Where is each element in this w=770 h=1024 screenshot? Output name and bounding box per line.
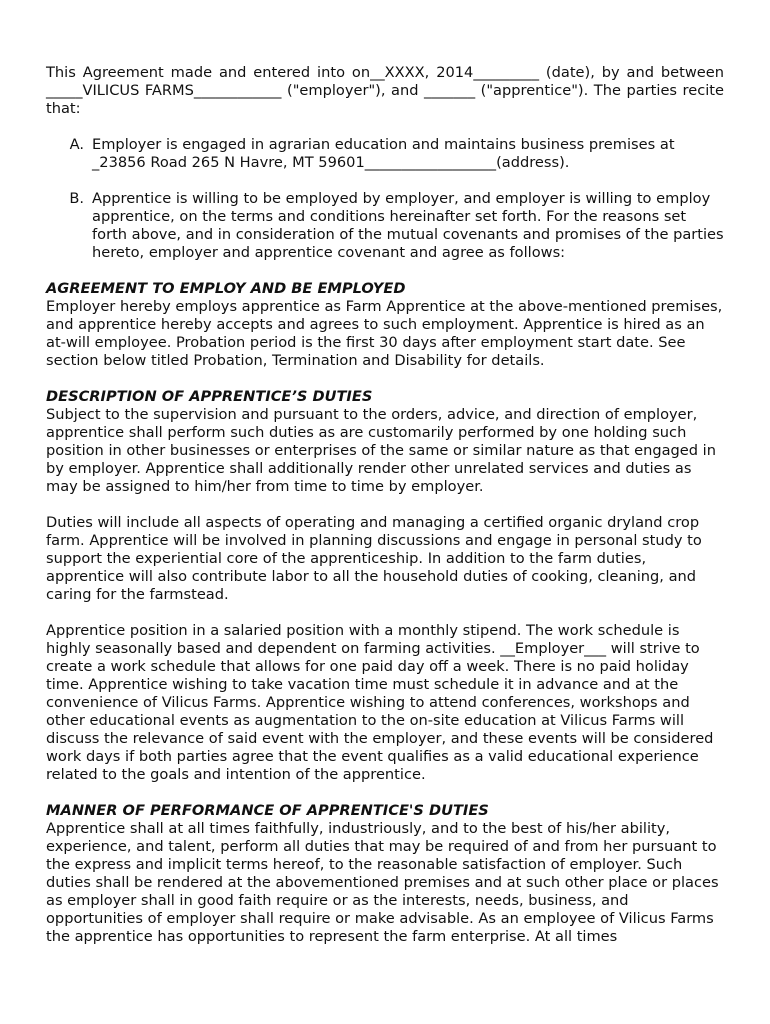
section-paragraph: Duties will include all aspects of operating and managing a certified organic dryland crop farm. Apprentice will be involved in planning discussions and engage in personal study to support the experiential core of the apprenticeship. In addition to the farm duties, apprentice will also contribute labor to all the household duties of cooking, cleaning, and caring for the farmstead. <box>46 514 702 603</box>
intro-paragraph: This Agreement made and entered into on__XXXX, 2014_________ (date), by and between _____VILICUS FARMS____________ ("employer"), and _______ ("apprentice"). The parties recite that: <box>46 64 724 117</box>
recitals-list <box>46 136 724 262</box>
section-heading: DESCRIPTION OF APPRENTICE’S DUTIES <box>46 388 373 405</box>
recital-letter: B. <box>69 190 84 207</box>
recital-text: Apprentice is willing to be employed by employer, and employer is willing to employ apprentice, on the terms and conditions hereinafter set forth. For the reasons set forth above, and in consideration of the mutual covenants and promises of the parties hereto, employer and apprentice covenant and agree as follows: <box>92 190 724 261</box>
section-paragraph: Subject to the supervision and pursuant to the orders, advice, and direction of employer, apprentice shall perform such duties as are customarily performed by one holding such position in other businesses or enterprises of the same or similar nature as that engaged in by employer. Apprentice shall additionally render other unrelated services and duties as may be assigned to him/her from time to time by employer. <box>46 406 716 495</box>
section-agreement-to-employ <box>46 280 724 370</box>
section-paragraph: Apprentice shall at all times faithfully, industriously, and to the best of his/her ability, experience, and talent, perform all duties that may be required of and from her pursuant to the express and implicit terms hereof, to the reasonable satisfaction of employer. Such duties shall be rendered at the abovementioned premises and at such other place or places as employer shall in good faith require or as the interests, needs, business, and opportunities of employer shall require or make advisable. As an employee of Vilicus Farms the apprentice has opportunities to represent the farm enterprise. At all times <box>46 820 719 945</box>
section-paragraph: Apprentice position in a salaried position with a monthly stipend. The work schedule is highly seasonally based and dependent on farming activities. __Employer___ will strive to create a work schedule that allows for one paid day off a week. There is no paid holiday time. Apprentice wishing to take vacation time must schedule it in advance and at the convenience of Vilicus Farms. Apprentice wishing to attend conferences, workshops and other educational events as augmentation to the on-site education at Vilicus Farms will discuss the relevance of said event with the employer, and these events will be considered work days if both parties agree that the event qualifies as a valid educational experience related to the goals and intention of the apprentice. <box>46 622 714 783</box>
section-manner-of-performance <box>46 802 724 946</box>
section-heading: MANNER OF PERFORMANCE OF APPRENTICE'S DUTIES <box>46 802 489 819</box>
section-description-of-duties <box>46 388 724 784</box>
recital-item <box>46 136 724 172</box>
recital-text: Employer is engaged in agrarian education and maintains business premises at _23856 Road 265 N Havre, MT 59601__________________(address). <box>92 136 675 171</box>
section-paragraph: Employer hereby employs apprentice as Farm Apprentice at the above-mentioned premises, and apprentice hereby accepts and agrees to such employment. Apprentice is hired as an at-will employee. Probation period is the first 30 days after employment start date. See section below titled Probation, Termination and Disability for details. <box>46 298 723 369</box>
section-heading: AGREEMENT TO EMPLOY AND BE EMPLOYED <box>46 280 406 297</box>
recital-letter: A. <box>69 136 84 153</box>
recital-item <box>46 190 724 262</box>
